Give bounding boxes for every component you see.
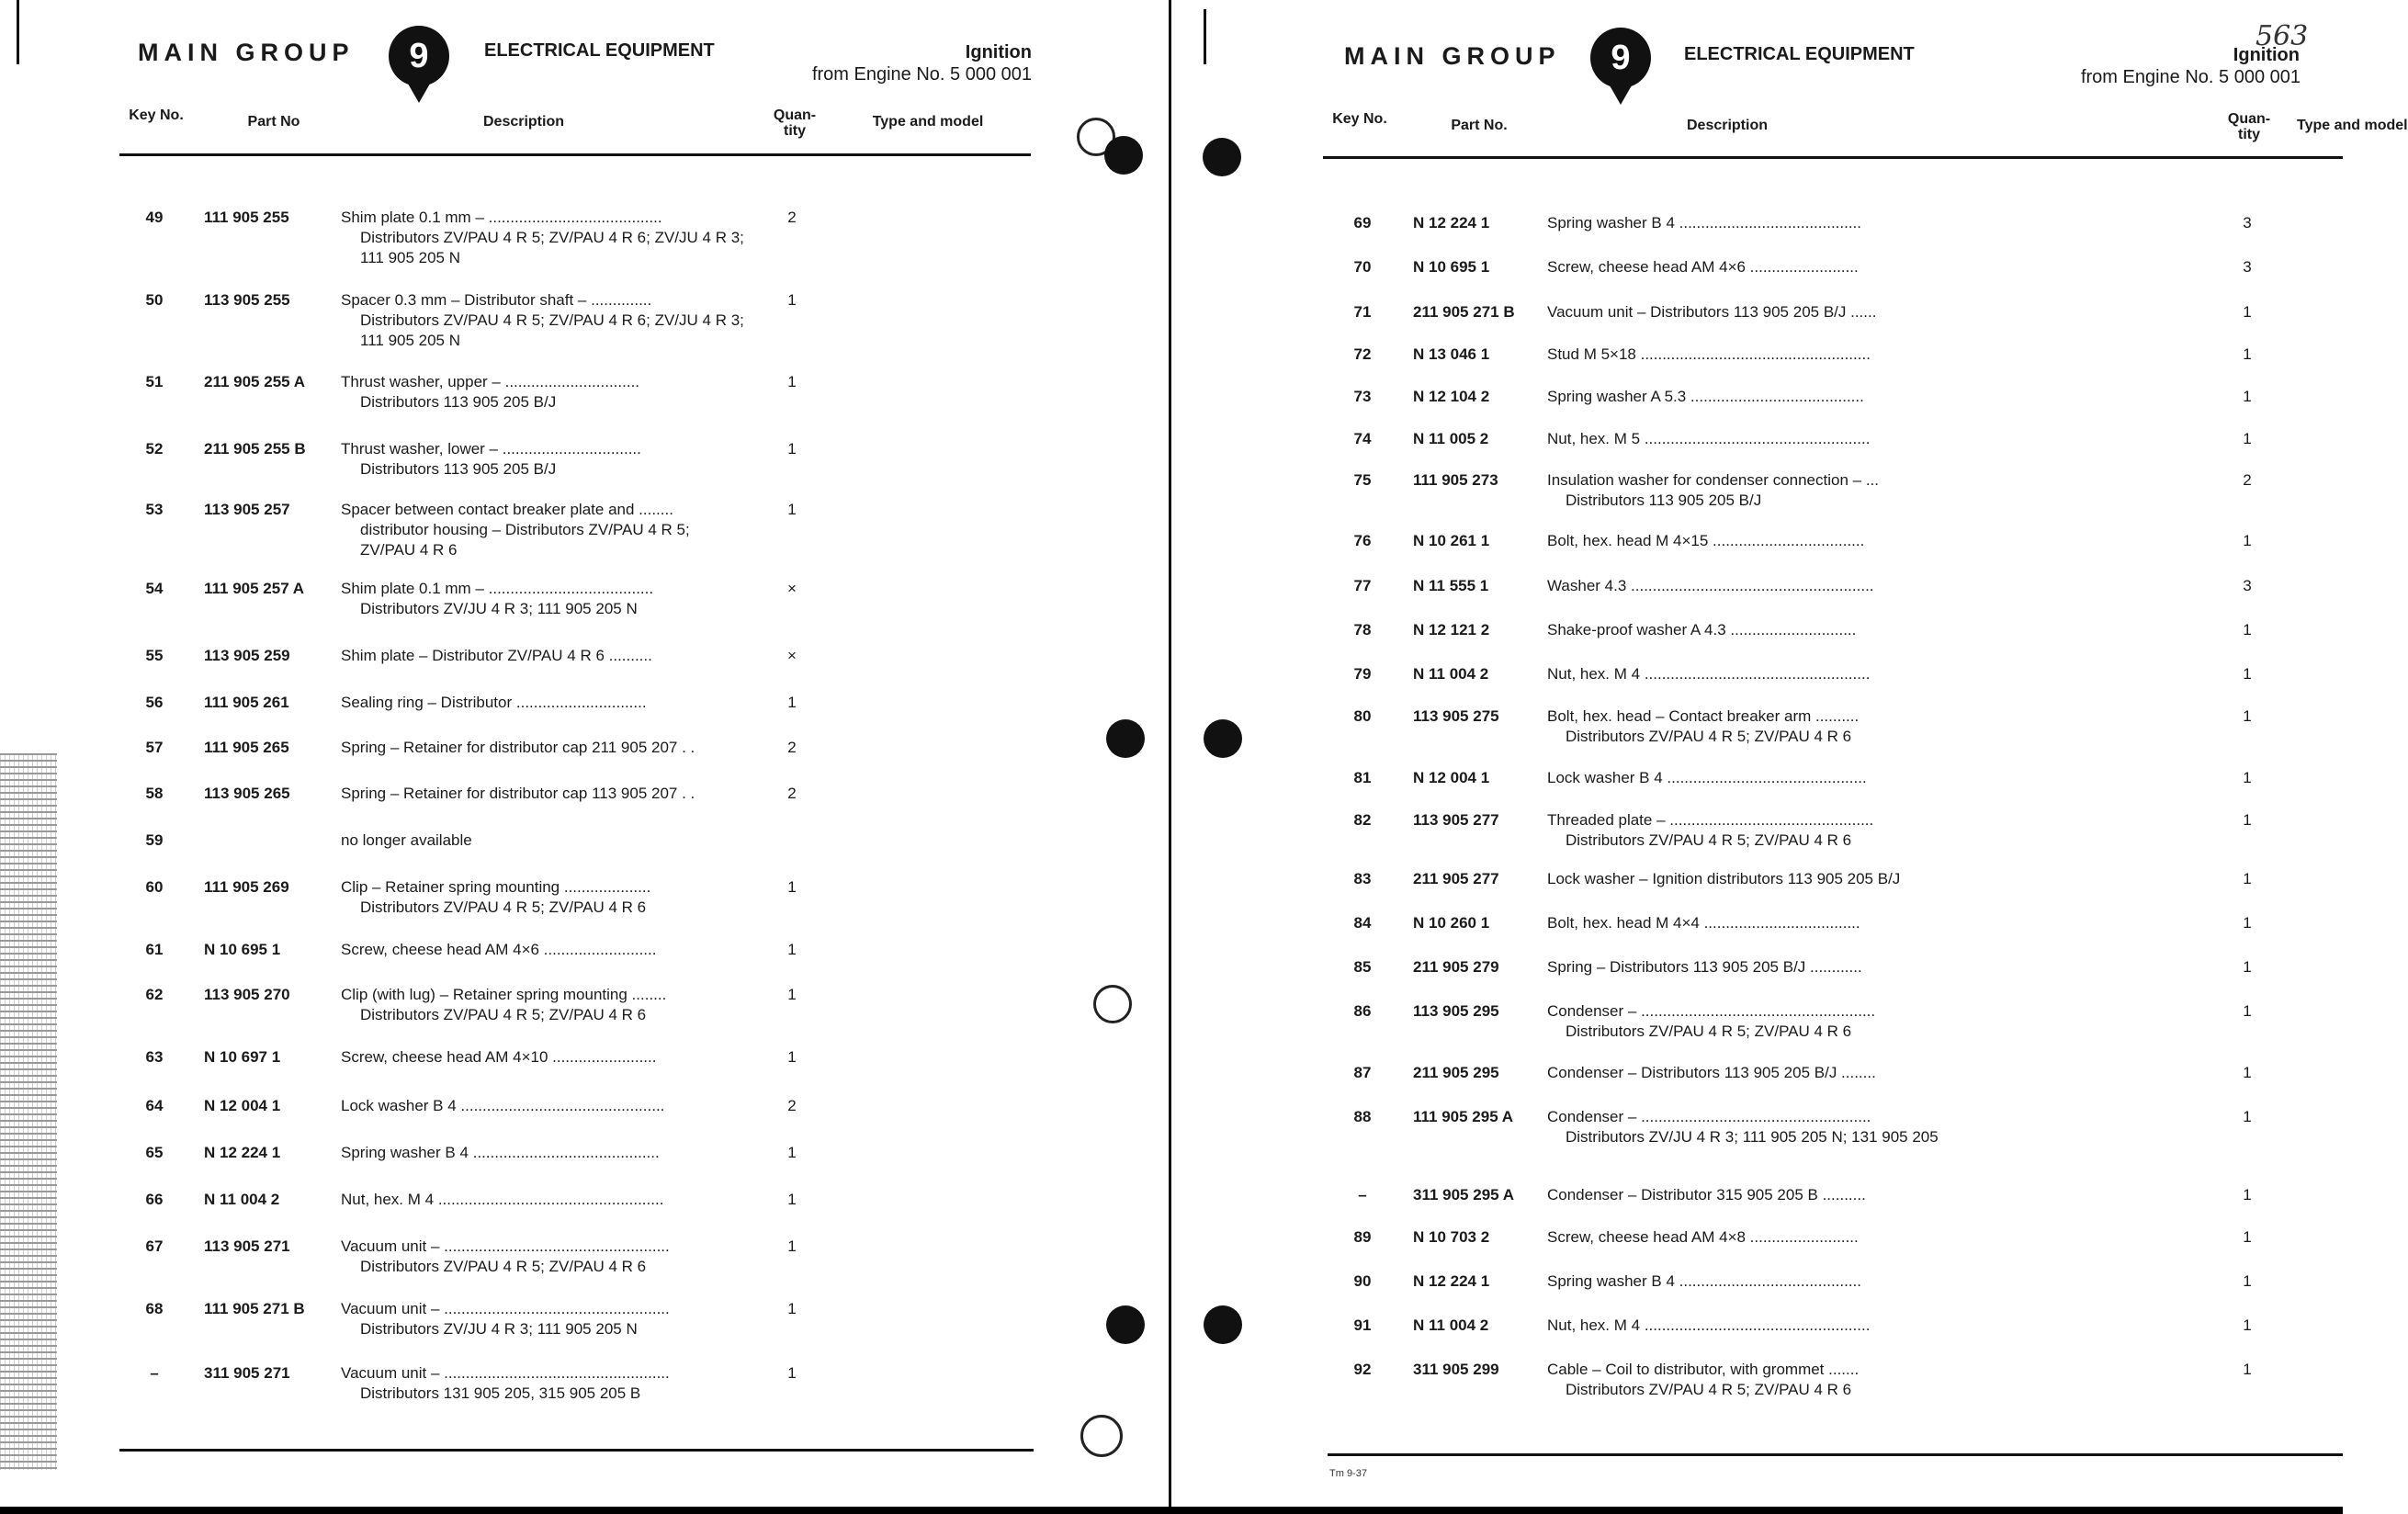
description-cell: Screw, cheese head AM 4×8 ......................... (1547, 1228, 1859, 1246)
quantity-cell: 1 (787, 373, 797, 390)
part-no-cell: N 11 004 2 (1413, 665, 1489, 683)
key-no-cell: 81 (1353, 769, 1372, 786)
part-no-cell: 111 905 265 (204, 739, 289, 756)
key-no-cell: 57 (145, 739, 164, 756)
description-cell: Thrust washer, lower – ................................ (341, 440, 641, 458)
quantity-cell: 1 (787, 1191, 797, 1208)
key-no-cell: 70 (1353, 258, 1372, 276)
description-cell: no longer available (341, 831, 472, 849)
parts-row (1171, 810, 2343, 875)
quantity-cell: 2 (787, 739, 797, 756)
part-no-cell: 113 905 255 (204, 291, 290, 309)
key-no-cell: 58 (145, 785, 164, 802)
parts-row (0, 372, 1171, 436)
description-cell: Shim plate – Distributor ZV/PAU 4 R 6 .......... (341, 647, 652, 664)
right-page (1171, 0, 2408, 1514)
parts-row (0, 985, 1171, 1049)
key-no-cell: 78 (1353, 621, 1372, 638)
description-cell: Stud M 5×18 ..................................................... (1547, 345, 1871, 363)
description-cell: Shim plate 0.1 mm – ........................................ (341, 209, 662, 226)
description-cell: Condenser – Distributor 315 905 205 B .......... (1547, 1186, 1866, 1203)
col-type-model: Type and model (2297, 118, 2408, 133)
description-cell: Spring washer B 4 ........................................... (341, 1144, 660, 1161)
parts-row (0, 877, 1171, 942)
quantity-cell: 1 (787, 941, 797, 958)
key-no-cell: 74 (1353, 430, 1372, 447)
key-no-cell: 52 (145, 440, 164, 458)
quantity-cell: 1 (787, 1300, 797, 1317)
key-no-cell: 72 (1353, 345, 1372, 363)
quantity-cell: 3 (2243, 258, 2252, 276)
quantity-cell: 1 (787, 1144, 797, 1161)
header-rule (1323, 156, 2343, 159)
parts-row (0, 439, 1171, 503)
quantity-cell: 1 (787, 440, 797, 458)
part-no-cell: N 10 695 1 (204, 941, 281, 958)
main-group-label: MAIN GROUP (138, 39, 355, 66)
quantity-cell: 2 (787, 1097, 797, 1114)
description-cell: Spring – Retainer for distributor cap 113 905 207 . . (341, 785, 695, 802)
footer-rule (1328, 1453, 2343, 1456)
key-no-cell: 76 (1353, 532, 1372, 549)
quantity-cell: 1 (787, 694, 797, 711)
page-subtitle: from Engine No. 5 000 001 (2080, 67, 2301, 87)
key-no-cell: 49 (145, 209, 164, 226)
key-no-cell: 64 (145, 1097, 164, 1114)
col-part-no: Part No. (1451, 118, 1508, 133)
group-number-badge: 9 (1590, 28, 1651, 88)
description-detail-cell: Distributors ZV/PAU 4 R 5; ZV/PAU 4 R 6 (1566, 1381, 1852, 1398)
footer-code: Tm 9-37 (1329, 1468, 1367, 1479)
part-no-cell: 113 905 259 (204, 647, 290, 664)
key-no-cell: 88 (1353, 1108, 1372, 1125)
description-cell: Cable – Coil to distributor, with grommet ....... (1547, 1361, 1860, 1378)
parts-row (1171, 1001, 2343, 1066)
part-no-cell: 311 905 271 (204, 1364, 290, 1382)
description-detail-cell: Distributors ZV/PAU 4 R 5; ZV/PAU 4 R 6; ZV/JU 4 R 3; 111 905 205 N (360, 311, 744, 349)
description-cell: Insulation washer for condenser connection – ... (1547, 471, 1879, 489)
part-no-cell: N 12 224 1 (1413, 214, 1490, 232)
parts-row (0, 579, 1171, 643)
parts-row (0, 1363, 1171, 1428)
parts-row (0, 290, 1171, 355)
part-no-cell: N 12 104 2 (1413, 388, 1490, 405)
part-no-cell: 111 905 295 A (1413, 1108, 1514, 1125)
part-no-cell: N 11 004 2 (1413, 1316, 1489, 1334)
key-no-cell: 56 (145, 694, 164, 711)
description-detail-cell: Distributors ZV/JU 4 R 3; 111 905 205 N (360, 600, 638, 617)
part-no-cell: N 12 121 2 (1413, 621, 1490, 638)
group-badge-tail (1606, 79, 1635, 105)
key-no-cell: 68 (145, 1300, 164, 1317)
key-no-cell: 77 (1353, 577, 1372, 594)
part-no-cell: N 10 703 2 (1413, 1228, 1490, 1246)
col-quantity: Quan-tity (2227, 111, 2271, 142)
description-cell: Condenser – ..................................................... (1547, 1108, 1871, 1125)
description-cell: Condenser – Distributors 113 905 205 B/J ........ (1547, 1064, 1876, 1081)
key-no-cell: – (150, 1364, 159, 1382)
part-no-cell: 113 905 271 (204, 1237, 290, 1255)
parts-row (1171, 1360, 2343, 1424)
description-cell: Bolt, hex. head M 4×15 ................................... (1547, 532, 1865, 549)
quantity-cell: 3 (2243, 577, 2252, 594)
col-key-no: Key No. (1332, 111, 1387, 127)
part-no-cell: 111 905 269 (204, 878, 289, 896)
key-no-cell: 82 (1353, 811, 1372, 829)
key-no-cell: 66 (145, 1191, 164, 1208)
quantity-cell: 1 (2243, 1316, 2252, 1334)
key-no-cell: 86 (1353, 1002, 1372, 1020)
description-detail-cell: Distributors ZV/PAU 4 R 5; ZV/PAU 4 R 6 (360, 1258, 647, 1275)
description-cell: Screw, cheese head AM 4×6 ......................... (1547, 258, 1859, 276)
part-no-cell: N 10 261 1 (1413, 532, 1490, 549)
part-no-cell: N 12 224 1 (204, 1144, 281, 1161)
description-cell: Spacer 0.3 mm – Distributor shaft – .............. (341, 291, 652, 309)
description-cell: Spring washer A 5.3 ........................................ (1547, 388, 1864, 405)
description-cell: Spring washer B 4 .......................................... (1547, 1272, 1862, 1290)
description-cell: Condenser – ...................................................... (1547, 1002, 1876, 1020)
page-subtitle: from Engine No. 5 000 001 (811, 64, 1032, 85)
part-no-cell: 311 905 295 A (1413, 1186, 1514, 1203)
key-no-cell: 83 (1353, 870, 1372, 887)
part-no-cell: 111 905 257 A (204, 580, 305, 597)
quantity-cell: 1 (787, 291, 797, 309)
part-no-cell: 211 905 255 B (204, 440, 306, 458)
col-type-model: Type and model (872, 114, 984, 130)
part-no-cell: 113 905 265 (204, 785, 290, 802)
part-no-cell: 113 905 295 (1413, 1002, 1499, 1020)
description-detail-cell: distributor housing – Distributors ZV/PAU 4 R 5; ZV/PAU 4 R 6 (360, 521, 690, 559)
part-no-cell: 211 905 255 A (204, 373, 305, 390)
quantity-cell: 1 (2243, 1228, 2252, 1246)
key-no-cell: 51 (145, 373, 164, 390)
description-cell: Spacer between contact breaker plate and ........ (341, 501, 673, 518)
punch-hole (1204, 719, 1242, 758)
key-no-cell: 55 (145, 647, 164, 664)
key-no-cell: 65 (145, 1144, 164, 1161)
key-no-cell: 67 (145, 1237, 164, 1255)
part-no-cell: 211 905 271 B (1413, 303, 1515, 321)
quantity-cell: 1 (787, 878, 797, 896)
description-cell: Spring washer B 4 .......................................... (1547, 214, 1862, 232)
key-no-cell: 54 (145, 580, 164, 597)
description-cell: Nut, hex. M 4 .................................................... (1547, 665, 1871, 683)
parts-row (0, 500, 1171, 564)
part-no-cell: 111 905 255 (204, 209, 289, 226)
group-badge-tail (404, 77, 434, 103)
key-no-cell: 69 (1353, 214, 1372, 232)
description-detail-cell: Distributors ZV/PAU 4 R 5; ZV/PAU 4 R 6 (1566, 728, 1852, 745)
col-quantity: Quan-tity (773, 107, 817, 139)
part-no-cell: N 10 260 1 (1413, 914, 1490, 932)
key-no-cell: 50 (145, 291, 164, 309)
part-no-cell: 211 905 277 (1413, 870, 1499, 887)
col-description: Description (1686, 118, 1768, 133)
description-detail-cell: Distributors ZV/PAU 4 R 5; ZV/PAU 4 R 6 (1566, 1023, 1852, 1040)
parts-row (0, 1237, 1171, 1301)
description-detail-cell: Distributors ZV/JU 4 R 3; 111 905 205 N; 131 905 205 (1566, 1128, 1939, 1146)
description-cell: Shim plate 0.1 mm – ...................................... (341, 580, 654, 597)
description-detail-cell: Distributors 113 905 205 B/J (1566, 491, 1762, 509)
key-no-cell: 60 (145, 878, 164, 896)
part-no-cell: 211 905 295 (1413, 1064, 1499, 1081)
key-no-cell: 59 (145, 831, 164, 849)
part-no-cell: 311 905 299 (1413, 1361, 1499, 1378)
part-no-cell: N 12 004 1 (1413, 769, 1490, 786)
quantity-cell: 1 (2243, 811, 2252, 829)
parts-row (1171, 1107, 2343, 1171)
part-no-cell: 111 905 261 (204, 694, 289, 711)
description-cell: Bolt, hex. head – Contact breaker arm .......... (1547, 707, 1860, 725)
description-cell: Vacuum unit – Distributors 113 905 205 B/J ...... (1547, 303, 1877, 321)
quantity-cell: 1 (2243, 345, 2252, 363)
description-cell: Vacuum unit – .................................................... (341, 1237, 670, 1255)
parts-row (1171, 470, 2343, 535)
description-detail-cell: Distributors ZV/JU 4 R 3; 111 905 205 N (360, 1320, 638, 1338)
part-no-cell: N 11 555 1 (1413, 577, 1489, 594)
punch-hole (1104, 136, 1143, 175)
quantity-cell: 1 (2243, 914, 2252, 932)
quantity-cell: 1 (2243, 303, 2252, 321)
header-rule (119, 153, 1031, 156)
description-cell: Vacuum unit – .................................................... (341, 1364, 670, 1382)
parts-row (0, 208, 1171, 272)
part-no-cell: 113 905 257 (204, 501, 290, 518)
description-detail-cell: Distributors ZV/PAU 4 R 5; ZV/PAU 4 R 6; ZV/JU 4 R 3; 111 905 205 N (360, 229, 744, 266)
description-cell: Screw, cheese head AM 4×10 ........................ (341, 1048, 657, 1066)
key-no-cell: 53 (145, 501, 164, 518)
page-title: Ignition (2233, 45, 2300, 65)
col-part-no: Part No (247, 114, 300, 130)
description-cell: Washer 4.3 ........................................................ (1547, 577, 1874, 594)
key-no-cell: 84 (1353, 914, 1372, 932)
quantity-cell: 1 (2243, 958, 2252, 976)
part-no-cell: N 10 697 1 (204, 1048, 281, 1066)
quantity-cell: 2 (2243, 471, 2252, 489)
description-cell: Lock washer – Ignition distributors 113 905 205 B/J (1547, 870, 1901, 887)
description-cell: Screw, cheese head AM 4×6 .......................... (341, 941, 657, 958)
left-page (0, 0, 1171, 1514)
key-no-cell: 79 (1353, 665, 1372, 683)
col-key-no: Key No. (129, 107, 184, 123)
section-title: ELECTRICAL EQUIPMENT (1684, 44, 1915, 64)
quantity-cell: 1 (2243, 621, 2252, 638)
punch-hole-ring (1093, 985, 1132, 1023)
part-no-cell: 113 905 277 (1413, 811, 1499, 829)
description-detail-cell: Distributors ZV/PAU 4 R 5; ZV/PAU 4 R 6 (1566, 831, 1852, 849)
quantity-cell: 1 (787, 986, 797, 1003)
key-no-cell: 73 (1353, 388, 1372, 405)
scan-mark (1204, 9, 1206, 64)
part-no-cell: 111 905 273 (1413, 471, 1498, 489)
quantity-cell: 2 (787, 785, 797, 802)
quantity-cell: 2 (787, 209, 797, 226)
key-no-cell: 90 (1353, 1272, 1372, 1290)
quantity-cell: × (787, 580, 797, 597)
key-no-cell: 85 (1353, 958, 1372, 976)
punch-hole (1204, 1305, 1242, 1344)
description-cell: Lock washer B 4 ............................................... (341, 1097, 665, 1114)
quantity-cell: 1 (2243, 430, 2252, 447)
description-cell: Bolt, hex. head M 4×4 .................................... (1547, 914, 1860, 932)
description-detail-cell: Distributors 131 905 205, 315 905 205 B (360, 1384, 641, 1402)
key-no-cell: 63 (145, 1048, 164, 1066)
quantity-cell: × (787, 647, 797, 664)
parts-row (0, 1299, 1171, 1363)
description-cell: Shake-proof washer A 4.3 ............................. (1547, 621, 1857, 638)
key-no-cell: 89 (1353, 1228, 1372, 1246)
description-detail-cell: Distributors 113 905 205 B/J (360, 460, 557, 478)
key-no-cell: 62 (145, 986, 164, 1003)
part-no-cell: N 11 004 2 (204, 1191, 280, 1208)
quantity-cell: 1 (2243, 1272, 2252, 1290)
page-title: Ignition (965, 42, 1032, 62)
description-cell: Spring – Distributors 113 905 205 B/J ............ (1547, 958, 1862, 976)
key-no-cell: 75 (1353, 471, 1372, 489)
part-no-cell: N 13 046 1 (1413, 345, 1490, 363)
quantity-cell: 1 (2243, 665, 2252, 683)
quantity-cell: 1 (787, 501, 797, 518)
description-detail-cell: Distributors ZV/PAU 4 R 5; ZV/PAU 4 R 6 (360, 898, 647, 916)
quantity-cell: 1 (2243, 388, 2252, 405)
key-no-cell: 92 (1353, 1361, 1372, 1378)
punch-hole (1106, 719, 1145, 758)
handwritten-page-number: 563 (2255, 20, 2309, 52)
scan-bottom-edge (0, 1507, 2343, 1514)
part-no-cell: N 12 004 1 (204, 1097, 281, 1114)
part-no-cell: N 11 005 2 (1413, 430, 1489, 447)
quantity-cell: 1 (2243, 707, 2252, 725)
col-description: Description (482, 114, 564, 130)
parts-row (1171, 706, 2343, 771)
quantity-cell: 1 (787, 1048, 797, 1066)
quantity-cell: 1 (2243, 769, 2252, 786)
quantity-cell: 1 (2243, 532, 2252, 549)
description-detail-cell: Distributors ZV/PAU 4 R 5; ZV/PAU 4 R 6 (360, 1006, 647, 1023)
quantity-cell: 1 (2243, 870, 2252, 887)
description-cell: Sealing ring – Distributor .............................. (341, 694, 647, 711)
quantity-cell: 1 (2243, 1064, 2252, 1081)
punch-hole-ring (1080, 1415, 1123, 1457)
description-cell: Clip (with lug) – Retainer spring mounting ........ (341, 986, 667, 1003)
description-cell: Vacuum unit – .................................................... (341, 1300, 670, 1317)
quantity-cell: 1 (2243, 1002, 2252, 1020)
quantity-cell: 3 (2243, 214, 2252, 232)
part-no-cell: 211 905 279 (1413, 958, 1499, 976)
part-no-cell: N 10 695 1 (1413, 258, 1490, 276)
part-no-cell: 113 905 270 (204, 986, 290, 1003)
description-cell: Lock washer B 4 .............................................. (1547, 769, 1867, 786)
quantity-cell: 1 (2243, 1361, 2252, 1378)
quantity-cell: 1 (787, 1364, 797, 1382)
description-cell: Threaded plate – ............................................... (1547, 811, 1874, 829)
key-no-cell: 80 (1353, 707, 1372, 725)
main-group-label: MAIN GROUP (1344, 42, 1561, 70)
key-no-cell: 61 (145, 941, 164, 958)
description-detail-cell: Distributors 113 905 205 B/J (360, 393, 557, 411)
part-no-cell: 111 905 271 B (204, 1300, 305, 1317)
scan-mark (17, 0, 19, 64)
description-cell: Spring – Retainer for distributor cap 211 905 207 . . (341, 739, 695, 756)
description-cell: Thrust washer, upper – ............................... (341, 373, 640, 390)
punch-hole (1203, 138, 1241, 176)
quantity-cell: 1 (2243, 1108, 2252, 1125)
quantity-cell: 1 (2243, 1186, 2252, 1203)
part-no-cell: N 12 224 1 (1413, 1272, 1490, 1290)
footer-rule (119, 1449, 1034, 1452)
quantity-cell: 1 (787, 1237, 797, 1255)
description-cell: Nut, hex. M 4 .................................................... (341, 1191, 664, 1208)
part-no-cell: 113 905 275 (1413, 707, 1499, 725)
description-cell: Nut, hex. M 5 .................................................... (1547, 430, 1871, 447)
group-number-badge: 9 (389, 26, 449, 86)
description-cell: Clip – Retainer spring mounting .................... (341, 878, 651, 896)
description-cell: Nut, hex. M 4 .................................................... (1547, 1316, 1871, 1334)
key-no-cell: 87 (1353, 1064, 1372, 1081)
punch-hole (1106, 1305, 1145, 1344)
key-no-cell: 71 (1353, 303, 1372, 321)
key-no-cell: 91 (1353, 1316, 1372, 1334)
section-title: ELECTRICAL EQUIPMENT (484, 40, 715, 61)
key-no-cell: – (1358, 1186, 1367, 1203)
